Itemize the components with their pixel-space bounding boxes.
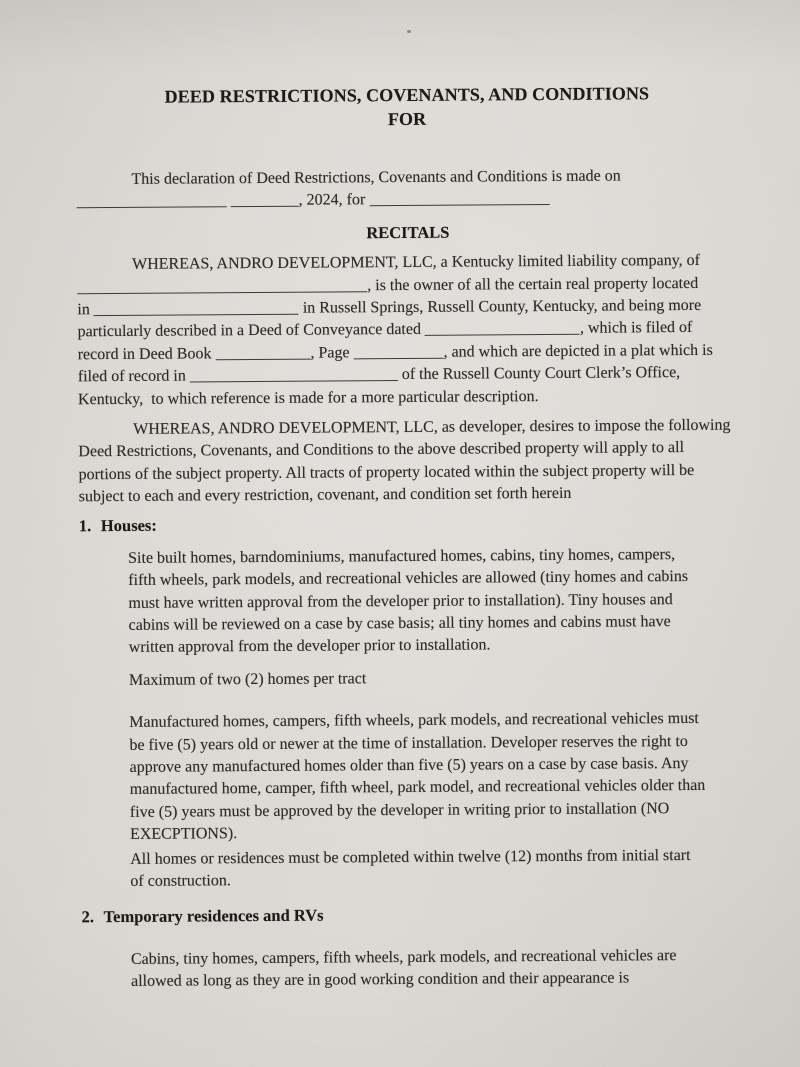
text-run: This declaration of Deed Restrictions, Covenants and Conditions is made on	[131, 167, 621, 188]
text-line	[129, 665, 742, 692]
blank-fill-in-line	[190, 380, 398, 382]
text-line	[130, 797, 743, 824]
text-run: in Russell Springs, Russell County, Kentucky, and being more	[298, 296, 702, 317]
text-run: All homes or residences must be completed within twelve (12) months from initial start	[130, 846, 691, 868]
text-run: Deed Restrictions, Covenants, and Conditions to the above described property will apply to all	[78, 439, 685, 461]
text-run: of the Russell County Court Clerk’s Office,	[397, 364, 681, 384]
text-run: record in Deed Book	[77, 345, 216, 363]
document-title	[76, 82, 738, 134]
text-run: manufactured home, camper, fifth wheel, park model, and recreational vehicles older than	[129, 777, 706, 799]
text-run: subject to each and every restriction, covenant, and condition set forth herein	[78, 484, 572, 506]
section-2-paragraph-1	[131, 944, 744, 993]
text-line	[131, 944, 744, 971]
text-run: portions of the subject property. All tracts of property located within the subject property will be	[78, 461, 695, 483]
blank-fill-in-line	[77, 207, 227, 209]
blank-fill-in-line	[215, 358, 310, 360]
text-line	[79, 482, 741, 509]
blank-fill-in-line	[94, 314, 299, 316]
document-title-line1: DEED RESTRICTIONS, COVENANTS, AND CONDITIONS	[164, 83, 650, 107]
text-line	[129, 633, 742, 660]
blank-fill-in-line	[369, 204, 549, 206]
text-run: in	[77, 301, 94, 319]
blank-fill-in-line	[354, 357, 444, 359]
text-run: must have written approval from the developer prior to installation). Tiny houses and	[128, 590, 673, 612]
section-2-body	[131, 944, 744, 993]
section-2-heading	[82, 902, 744, 929]
text-line	[78, 384, 740, 411]
text-run: be five (5) years old or newer at the time of installation. Developer reserves the right to	[129, 732, 688, 754]
section-1-paragraph-3	[129, 708, 743, 847]
text-line	[130, 820, 743, 847]
recitals-paragraph-1	[77, 250, 740, 411]
text-run: , is the owner of all the certain real property located	[367, 274, 699, 294]
recitals-heading: RECITALS	[366, 222, 450, 243]
section-1-heading	[79, 511, 741, 538]
blank-fill-in-line	[77, 291, 367, 294]
section-2-number: 2.	[81, 907, 95, 927]
text-run: WHEREAS, ANDRO DEVELOPMENT, LLC, a Kentucky limited liability company, of	[132, 252, 701, 274]
text-line	[131, 967, 744, 994]
recitals-paragraph-2	[78, 415, 741, 509]
text-run: particularly described in a Deed of Conveyance dated	[77, 321, 425, 341]
text-line	[78, 459, 740, 486]
text-run: Cabins, tiny homes, campers, fifth wheels, park models, and recreational vehicles are	[130, 946, 677, 968]
text-run: , Page	[310, 344, 354, 362]
text-run: , 2024, for	[298, 191, 370, 210]
text-run: cabins will be reviewed on a case by case basis; all tiny homes and cabins must have	[128, 613, 671, 634]
text-run: , and which are depicted in a plat which is	[443, 341, 713, 361]
section-2-title: Temporary residences and RVs	[103, 905, 324, 927]
text-run: written approval from the developer prior to installation.	[128, 636, 491, 657]
section-1-number: 1.	[78, 516, 92, 536]
text-line	[77, 187, 739, 214]
text-run: allowed as long as they are in good working condition and their appearance is	[131, 969, 630, 991]
blank-fill-in-line	[425, 334, 580, 336]
declaration-paragraph	[76, 165, 738, 214]
text-run: EXECPTIONS).	[129, 825, 238, 844]
section-1-paragraph-1	[128, 544, 742, 660]
section-1-title: Houses:	[100, 516, 157, 536]
text-run: five (5) years must be approved by the developer in writing prior to installation (NO	[129, 799, 670, 821]
text-run: Manufactured homes, campers, fifth wheels, park models, and recreational vehicles must	[129, 710, 699, 732]
text-run: filed of record in	[77, 367, 190, 386]
section-1-paragraph-2	[129, 665, 742, 692]
text-run: , which is filed of	[579, 319, 693, 338]
text-run: Site built homes, barndominiums, manufactured homes, cabins, tiny homes, campers,	[128, 545, 676, 567]
text-line	[130, 844, 743, 871]
text-run: fifth wheels, park models, and recreational vehicles are allowed (tiny homes and cabins	[128, 568, 689, 590]
section-1-paragraph-4	[130, 844, 743, 893]
text-run: WHEREAS, ANDRO DEVELOPMENT, LLC, as developer, desires to impose the following	[133, 416, 731, 438]
document-title-line2: FOR	[387, 108, 427, 129]
text-run: approve any manufactured homes older than five (5) years on a case by case basis. Any	[129, 755, 689, 776]
text-run: Maximum of two (2) homes per tract	[128, 670, 367, 689]
text-run: of construction.	[130, 872, 231, 890]
section-1-body	[128, 544, 743, 894]
text-run: Kentucky, to which reference is made for a more particular description.	[77, 387, 539, 408]
text-line	[130, 867, 743, 894]
blank-fill-in-line	[231, 206, 299, 207]
text-line	[78, 362, 740, 389]
